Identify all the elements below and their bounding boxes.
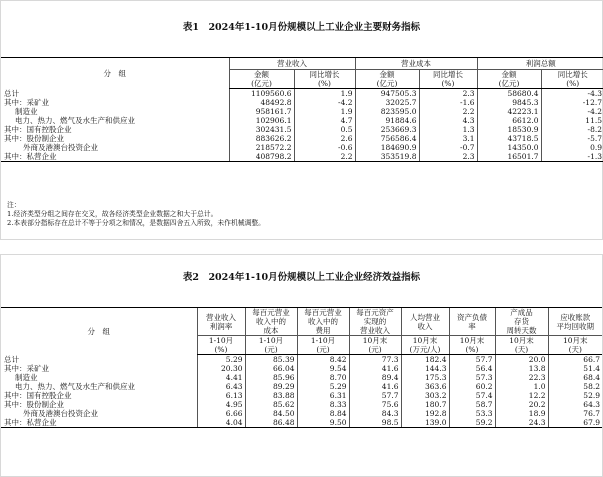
cell-value: 76.7: [548, 409, 602, 418]
cell-value: 139.0: [401, 418, 449, 428]
cell-value: 4.95: [197, 400, 245, 409]
cell-value: 75.6: [349, 400, 401, 409]
table1-col-profit: 利润总额: [477, 58, 603, 70]
t1-unit: (%): [294, 79, 355, 89]
cell-value: 192.8: [401, 409, 449, 418]
table2: [1, 307, 602, 428]
t2-unit: [495, 336, 548, 355]
header-line: 收入: [417, 321, 433, 331]
cell-value: 57.7: [449, 355, 495, 365]
cell-value: 22.3: [495, 373, 548, 382]
header-line: 每百元营业: [304, 308, 342, 317]
table2-title: 表2 2024年1-10月份规模以上工业企业经济效益指标: [182, 272, 421, 283]
cell-value: 85.62: [245, 400, 297, 409]
cell-value: 1.9: [294, 89, 355, 99]
header-line: 存货: [514, 317, 529, 326]
table-row: [1, 418, 602, 428]
cell-value: 12.2: [495, 391, 548, 400]
table-row: [1, 373, 602, 382]
unit-line: (天): [568, 345, 582, 354]
t2-unit: [297, 336, 349, 355]
cell-value: 58680.4: [477, 89, 541, 99]
table-row: [1, 355, 602, 365]
t1-unit: (%): [541, 79, 603, 89]
cell-value: 353519.8: [355, 152, 419, 162]
header-line: 收入中的: [256, 317, 286, 326]
table1-group-header: 分 组: [1, 58, 229, 89]
notes-label: 注：: [7, 201, 21, 209]
cell-value: 182.4: [401, 355, 449, 365]
header-line: 应收账款: [560, 312, 591, 322]
cell-value: 0.5: [294, 125, 355, 134]
cell-value: -5.7: [541, 134, 603, 143]
t1-sub-amount: 金额: [355, 70, 419, 80]
t1-sub-growth: 同比增长: [419, 70, 477, 80]
cell-value: 175.3: [401, 373, 449, 382]
cell-value: 57.4: [449, 391, 495, 400]
cell-value: 89.4: [349, 373, 401, 382]
cell-value: 41.6: [349, 382, 401, 391]
unit-line: (天): [514, 345, 529, 354]
note-1: 1.经济类型分组之间存在交叉，故各经济类型企业数据之和大于总计。: [7, 210, 218, 218]
t2-unit: [349, 336, 401, 355]
cell-value: 6.66: [197, 409, 245, 418]
cell-value: 4.7: [294, 116, 355, 125]
cell-value: 0.9: [541, 143, 603, 152]
t1-unit: (%): [419, 79, 477, 89]
cell-value: -8.2: [541, 125, 603, 134]
cell-value: 64.3: [548, 400, 602, 409]
cell-value: 77.3: [349, 355, 401, 365]
table-row: [1, 125, 603, 134]
header-line: 每百元资产: [356, 308, 394, 317]
cell-value: 1109560.6: [229, 89, 294, 99]
cell-value: 6612.0: [477, 116, 541, 125]
row-label: 其中：股份制企业: [4, 400, 64, 409]
table1-header-row1: [1, 58, 603, 70]
cell-value: 85.39: [245, 355, 297, 365]
row-label: 总计: [4, 354, 19, 364]
unit-line: 1-10月: [258, 336, 284, 345]
cell-value: 408798.2: [229, 152, 294, 162]
cell-value: -1.3: [541, 152, 603, 162]
cell-value: 8.33: [297, 400, 349, 409]
cell-value: 66.7: [548, 355, 602, 365]
cell-value: 184690.9: [355, 143, 419, 152]
table1-notes: [7, 201, 265, 228]
cell-value: 2.3: [419, 152, 477, 162]
t2-unit: [197, 336, 245, 355]
cell-value: 958161.7: [229, 107, 294, 116]
cell-value: 9845.3: [477, 98, 541, 107]
cell-value: 4.41: [197, 373, 245, 382]
cell-value: 56.4: [449, 364, 495, 373]
unit-line: 10月末: [362, 336, 388, 345]
t1-sub-amount: 金额: [477, 70, 541, 80]
cell-value: 67.9: [548, 418, 602, 428]
cell-value: 18530.9: [477, 125, 541, 134]
cell-value: 253669.3: [355, 125, 419, 134]
cell-value: 32025.7: [355, 98, 419, 107]
cell-value: 4.3: [419, 116, 477, 125]
cell-value: -0.6: [294, 143, 355, 152]
header-line: 资产负债: [457, 312, 487, 322]
cell-value: 9.54: [297, 364, 349, 373]
row-label: 其中：私营企业: [1, 418, 197, 428]
cell-value: 66.04: [245, 364, 297, 373]
cell-value: 8.70: [297, 373, 349, 382]
unit-line: 1-10月: [310, 336, 336, 345]
cell-value: 60.2: [449, 382, 495, 391]
cell-value: 85.96: [245, 373, 297, 382]
cell-value: 1.9: [294, 107, 355, 116]
header-line: 每百元营业: [252, 308, 290, 317]
cell-value: 4.04: [197, 418, 245, 428]
cell-value: -4.2: [294, 98, 355, 107]
row-label: 其中：国有控股企业: [4, 125, 72, 134]
row-label: 其中：股份制企业: [4, 134, 64, 143]
table-row: [1, 391, 602, 400]
table1-body: [1, 89, 603, 162]
table-row: [1, 409, 602, 418]
cell-value: 43718.5: [477, 134, 541, 143]
cell-value: 52.9: [548, 391, 602, 400]
header-line: 实现的: [363, 317, 387, 326]
cell-value: 18.9: [495, 409, 548, 418]
t1-unit: (亿元): [355, 79, 419, 89]
table2-group-header: 分 组: [1, 308, 197, 355]
table1: [1, 57, 603, 162]
header-line: 率: [468, 321, 476, 331]
cell-value: 91884.6: [355, 116, 419, 125]
cell-value: -0.7: [419, 143, 477, 152]
t1-unit: (亿元): [477, 79, 541, 89]
cell-value: 8.42: [297, 355, 349, 365]
cell-value: 8.84: [297, 409, 349, 418]
cell-value: 6.13: [197, 391, 245, 400]
table-row: [1, 134, 603, 143]
table1-title: 表1 2024年1-10月份规模以上工业企业主要财务指标: [182, 22, 421, 33]
t2-col-cost-per-100: [245, 308, 297, 336]
cell-value: -4.2: [541, 107, 603, 116]
table-row: [1, 98, 603, 107]
t2-unit: [401, 336, 449, 355]
cell-value: 5.29: [197, 355, 245, 365]
note-2: 2.本表部分指标存在总计不等于分项之和情况，是数据四舍五入所致，未作机械调整。: [7, 219, 265, 227]
header-line: 产成品: [510, 308, 533, 317]
cell-value: 98.5: [349, 418, 401, 428]
cell-value: 5.29: [297, 382, 349, 391]
cell-value: 57.7: [349, 391, 401, 400]
cell-value: 3.1: [419, 134, 477, 143]
header-line: 营业收入: [206, 312, 236, 322]
table-row: [1, 116, 603, 125]
cell-value: 51.4: [548, 364, 602, 373]
cell-value: 20.30: [197, 364, 245, 373]
table2-panel: [0, 254, 603, 477]
cell-value: 20.2: [495, 400, 548, 409]
cell-value: 180.7: [401, 400, 449, 409]
header-line: 营业收入: [360, 326, 390, 335]
table2-body: [1, 355, 602, 428]
t1-sub-growth: 同比增长: [541, 70, 603, 80]
unit-line: (元): [368, 345, 382, 354]
cell-value: 20.0: [495, 355, 548, 365]
cell-value: 303.2: [401, 391, 449, 400]
table-row: [1, 400, 602, 409]
table-row: [1, 143, 603, 152]
header-line: 周转天数: [506, 326, 537, 335]
unit-line: 10月末: [509, 336, 534, 345]
cell-value: 302431.5: [229, 125, 294, 134]
row-label: 外商及港澳台投资企业: [23, 143, 98, 152]
cell-value: 144.3: [401, 364, 449, 373]
cell-value: 756586.4: [355, 134, 419, 143]
table-row: [1, 107, 603, 116]
cell-value: 16501.7: [477, 152, 541, 162]
row-label: 总计: [4, 88, 19, 98]
cell-value: 59.2: [449, 418, 495, 428]
cell-value: 42223.1: [477, 107, 541, 116]
cell-value: 823595.0: [355, 107, 419, 116]
cell-value: 218572.2: [229, 143, 294, 152]
t2-unit: [449, 336, 495, 355]
cell-value: 48492.8: [229, 98, 294, 107]
cell-value: 58.2: [548, 382, 602, 391]
unit-line: (万元/人): [409, 345, 441, 354]
cell-value: 1.0: [495, 382, 548, 391]
cell-value: 2.3: [419, 89, 477, 99]
unit-line: (%): [214, 345, 228, 354]
cell-value: 363.6: [401, 382, 449, 391]
unit-line: (元): [264, 345, 278, 354]
header-line: 费用: [315, 326, 331, 335]
t2-unit: [245, 336, 297, 355]
unit-line: 10月末: [412, 336, 438, 345]
cell-value: 14350.0: [477, 143, 541, 152]
cell-value: 2.6: [294, 134, 355, 143]
row-label: 其中：国有控股企业: [4, 391, 72, 400]
cell-value: -12.7: [541, 98, 603, 107]
cell-value: 13.8: [495, 364, 548, 373]
t2-col-expense-per-100: [297, 308, 349, 336]
cell-value: 6.43: [197, 382, 245, 391]
unit-line: 1-10月: [208, 336, 234, 345]
t2-col-revenue-per-capita: [401, 308, 449, 336]
table1-col-revenue: 营业收入: [229, 58, 355, 70]
header-line: 平均回收期: [556, 321, 594, 331]
cell-value: -1.6: [419, 98, 477, 107]
t2-unit: [548, 336, 602, 355]
header-line: 利润率: [209, 321, 233, 331]
cell-value: 1.3: [419, 125, 477, 134]
row-label: 电力、热力、燃气及水生产和供应业: [15, 116, 135, 125]
cell-value: 2.2: [294, 152, 355, 162]
unit-line: (元): [316, 345, 330, 354]
cell-value: 84.50: [245, 409, 297, 418]
t1-sub-growth: 同比增长: [294, 70, 355, 80]
table-row: [1, 382, 602, 391]
table2-header-row1: [1, 308, 602, 336]
cell-value: 58.7: [449, 400, 495, 409]
t2-col-debt-ratio: [449, 308, 495, 336]
cell-value: 84.3: [349, 409, 401, 418]
row-label: 其中：采矿业: [4, 364, 49, 373]
row-label: 外商及港澳台投资企业: [23, 409, 98, 418]
t2-col-revenue-per-asset: [349, 308, 401, 336]
row-label: 其中：私营企业: [1, 152, 229, 162]
row-label: 制造业: [15, 373, 38, 382]
header-line: 收入中的: [308, 317, 338, 326]
header-line: 成本: [263, 326, 279, 335]
cell-value: 68.4: [548, 373, 602, 382]
row-label: 制造业: [15, 107, 38, 116]
table1-col-cost: 营业成本: [355, 58, 477, 70]
t2-col-profit-margin: [197, 308, 245, 336]
t2-col-inventory-days: [495, 308, 548, 336]
unit-line: 10月末: [459, 336, 485, 345]
cell-value: 53.3: [449, 409, 495, 418]
header-line: 人均营业: [410, 312, 440, 322]
t2-col-receivable-days: [548, 308, 602, 336]
unit-line: (%): [465, 345, 479, 354]
unit-line: 10月末: [562, 336, 588, 345]
cell-value: 9.50: [297, 418, 349, 428]
cell-value: 83.88: [245, 391, 297, 400]
cell-value: 2.2: [419, 107, 477, 116]
cell-value: 11.5: [541, 116, 603, 125]
table-row: [1, 89, 603, 99]
cell-value: 86.48: [245, 418, 297, 428]
cell-value: -4.3: [541, 89, 603, 99]
cell-value: 6.31: [297, 391, 349, 400]
cell-value: 24.3: [495, 418, 548, 428]
t1-sub-amount: 金额: [229, 70, 294, 80]
cell-value: 89.29: [245, 382, 297, 391]
row-label: 其中：采矿业: [4, 98, 49, 107]
table-row: [1, 152, 603, 162]
row-label: 电力、热力、燃气及水生产和供应业: [15, 382, 135, 391]
t1-unit: (亿元): [229, 79, 294, 89]
cell-value: 57.3: [449, 373, 495, 382]
table-row: [1, 364, 602, 373]
cell-value: 883626.2: [229, 134, 294, 143]
cell-value: 102906.1: [229, 116, 294, 125]
cell-value: 947505.3: [355, 89, 419, 99]
cell-value: 41.6: [349, 364, 401, 373]
